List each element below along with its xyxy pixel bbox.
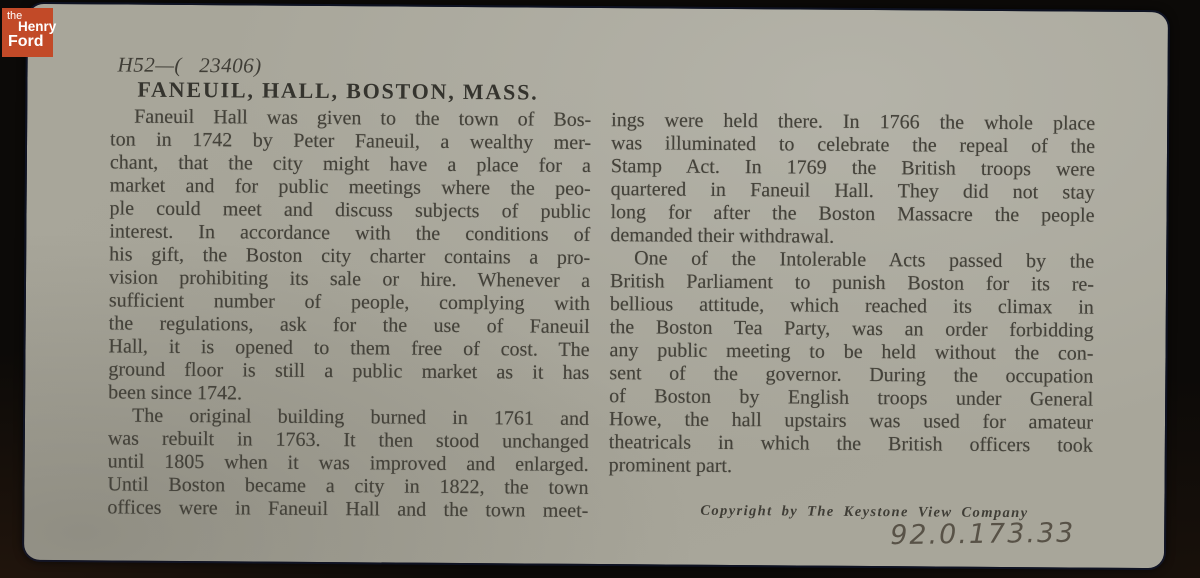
text-line: theatricals in which the British officers took bbox=[608, 431, 1093, 457]
text-line: demanded their withdrawal. bbox=[610, 224, 835, 248]
text-line: long for after the Boston Massacre the people bbox=[610, 201, 1095, 227]
text-line: the regulations, ask for the use of Faneuil bbox=[108, 312, 590, 338]
text-line: ton in 1742 by Peter Faneuil, a wealthy mer- bbox=[109, 128, 592, 154]
text-columns bbox=[107, 105, 1095, 526]
text-line: Hall, it is opened to them free of cost. The bbox=[108, 335, 590, 361]
text-line: any public meeting to be held without the con- bbox=[609, 339, 1094, 365]
text-line: offices were in Faneuil Hall and the town meet- bbox=[107, 496, 589, 522]
text-line: British Parliament to punish Boston for its re- bbox=[609, 270, 1095, 296]
text-line: the Boston Tea Party, was an order forbidding bbox=[609, 316, 1094, 342]
text-line: was illuminated to celebrate the repeal of the bbox=[610, 132, 1096, 158]
text-line: ground floor is still a public market as it has bbox=[108, 358, 590, 384]
text-line: The original building burned in 1761 and bbox=[131, 404, 590, 430]
text-line: of Boston by English troops under General bbox=[609, 385, 1094, 411]
text-line: sent of the governor. During the occupation bbox=[609, 362, 1094, 388]
stereograph-card-back bbox=[24, 4, 1168, 568]
text-line: Howe, the hall upstairs was used for amateur bbox=[608, 408, 1094, 434]
logo-text-henry: Henry bbox=[18, 19, 57, 34]
text-line: was rebuilt in 1763. It then stood unchanged bbox=[107, 427, 589, 453]
accession-number-handwritten: 92.0.173.33 bbox=[889, 517, 1076, 552]
text-line: Until Boston became a city in 1822, the town bbox=[107, 473, 589, 499]
text-line: chant, that the city might have a place for a bbox=[109, 151, 591, 177]
left-column bbox=[107, 105, 591, 523]
text-line: market and for public meetings where the peo- bbox=[109, 174, 591, 200]
copyright-line: Copyright by The Keystone View Company bbox=[700, 502, 1029, 522]
text-line: quartered in Faneuil Hall. They did not stay bbox=[610, 178, 1095, 204]
text-line: been since 1742. bbox=[108, 381, 243, 405]
text-line: Faneuil Hall was given to the town of Bos- bbox=[134, 105, 592, 131]
text-line: sufficient number of people, complying with bbox=[108, 289, 590, 315]
text-line: Stamp Act. In 1769 the British troops were bbox=[610, 155, 1095, 181]
text-line: One of the Intolerable Acts passed by the bbox=[634, 247, 1095, 273]
right-column bbox=[608, 109, 1095, 527]
text-line: until 1805 when it was improved and enlarged. bbox=[107, 450, 589, 476]
henry-ford-logo bbox=[2, 8, 57, 57]
logo-text-ford: Ford bbox=[8, 33, 44, 50]
text-line: interest. In accordance with the conditions of bbox=[109, 220, 591, 246]
text-line: prominent part. bbox=[608, 454, 733, 478]
text-line: bellious attitude, which reached its climax in bbox=[609, 293, 1094, 319]
text-line: ings were held there. In 1766 the whole place bbox=[611, 109, 1096, 135]
text-line: vision prohibiting its sale or hire. Whenever a bbox=[108, 266, 591, 292]
text-line: ple could meet and discuss subjects of public bbox=[109, 197, 591, 223]
card-title: FANEUIL, HALL, BOSTON, MASS. bbox=[137, 76, 539, 105]
logo-text-the: the bbox=[7, 10, 23, 22]
text-line: his gift, the Boston city charter contains a pro- bbox=[109, 243, 591, 269]
catalog-number: H52—( 23406) bbox=[117, 52, 262, 78]
